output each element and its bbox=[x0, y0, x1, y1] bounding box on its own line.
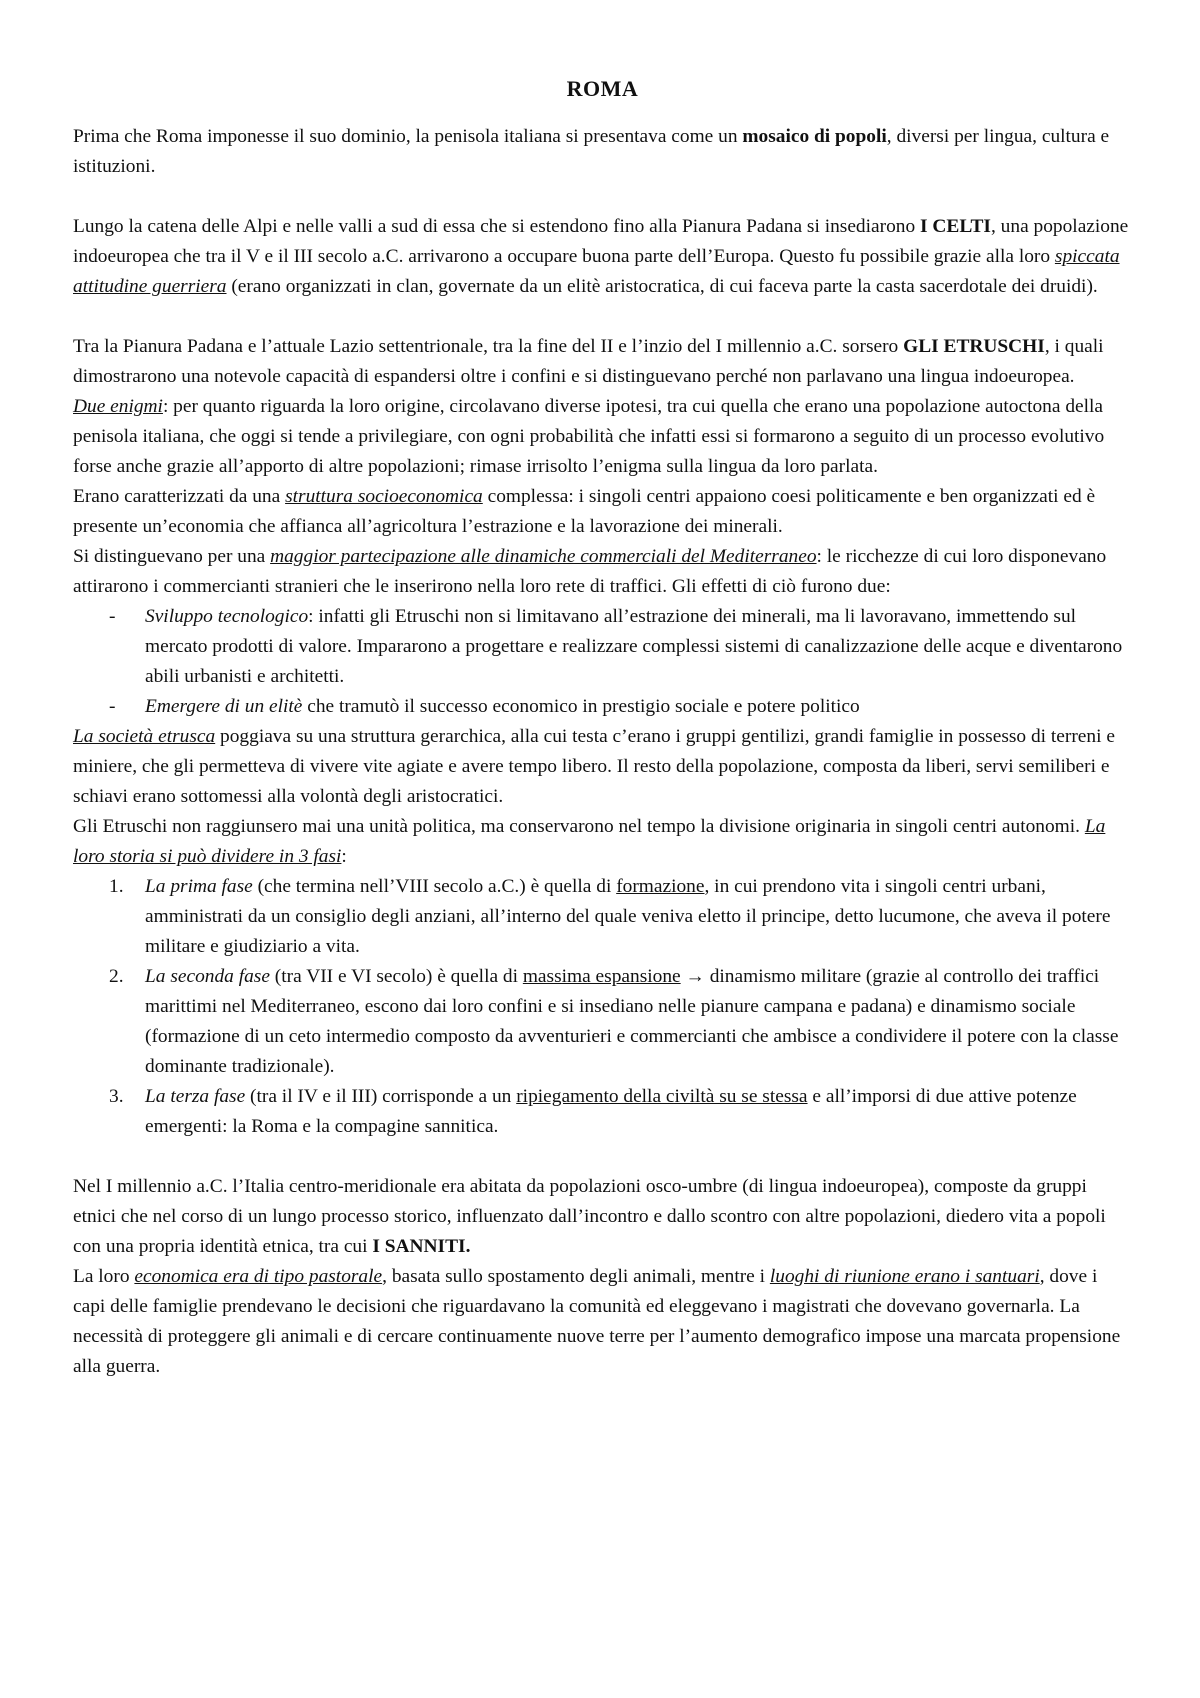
text: Tra la Pianura Padana e l’attuale Lazio settentrionale, tra la fine del II e l’inzio del I millennio a.C. sorsero bbox=[73, 336, 904, 357]
list-marker: - bbox=[109, 606, 116, 627]
text: Erano caratterizzati da una bbox=[73, 486, 286, 507]
page-title: ROMA bbox=[566, 76, 639, 101]
phases-list bbox=[73, 872, 1132, 1142]
list-item bbox=[73, 692, 1132, 722]
text: La loro bbox=[73, 1266, 135, 1287]
intro-paragraph bbox=[73, 122, 1132, 182]
emphasis: La loro storia si può dividere in 3 fasi bbox=[73, 816, 1106, 867]
text: complessa: i singoli centri appaiono coesi politicamente e ben organizzati ed è presente un’economia che affianca all’agricoltura l’estrazione e la lavorazione dei minerali. bbox=[73, 486, 1096, 537]
text: , una popolazione indoeuropea che tra il V e il III secolo a.C. arrivarono a occupare buona parte dell’Europa. Questo fu possibile grazie alla loro bbox=[73, 216, 1129, 267]
list-marker: 1. bbox=[109, 876, 124, 897]
emphasis: maggior partecipazione alle dinamiche commerciali del Mediterraneo bbox=[270, 546, 817, 567]
text: (tra il IV e il III) corrisponde a un bbox=[245, 1086, 517, 1107]
text: , dove i capi delle famiglie prendevano le decisioni che riguardavano la comunità ed eleggevano i magistrati che dovevano governarla. La necessità di proteggere gli animali e di cercare continuamente nuove terre per l’aumento demografico impose una marcata propensione alla guerra. bbox=[73, 1266, 1121, 1377]
celti-paragraph bbox=[73, 212, 1132, 302]
list-item bbox=[73, 1082, 1132, 1142]
societa-paragraph bbox=[73, 722, 1132, 812]
text: (erano organizzati in clan, governate da un elitè aristocratica, di cui faceva parte la casta sacerdotale dei druidi). bbox=[226, 276, 1098, 297]
emphasis: La terza fase bbox=[145, 1086, 246, 1107]
text: che tramutò il successo economico in prestigio sociale e potere politico bbox=[302, 696, 860, 717]
list-marker: - bbox=[109, 696, 116, 717]
text: : le ricchezze di cui loro disponevano attirarono i commercianti stranieri che le inserirono nella loro rete di traffici. Gli effetti di ciò furono due: bbox=[73, 546, 1107, 597]
text: Nel I millennio a.C. l’Italia centro-meridionale era abitata da popolazioni osco-umbre (di lingua indoeuropea), composte da gruppi etnici che nel corso di un lungo processo storico, influenzato dall’incontro e dallo scontro con altre popolazioni, diedero vita a popoli con una propria identità etnica, tra cui bbox=[73, 1176, 1106, 1257]
emphasis: luoghi di riunione erano i santuari bbox=[769, 1266, 1040, 1287]
list-item bbox=[73, 602, 1132, 692]
enigmi-paragraph bbox=[73, 392, 1132, 482]
text: (tra VII e VI secolo) è quella di bbox=[269, 966, 523, 987]
text: poggiava su una struttura gerarchica, alla cui testa c’erano i gruppi gentilizi, grandi famiglie in possesso di terreni e miniere, che gli permetteva di vivere vite agiate e avere tempo libero. Il resto della popolazione, composta da liberi, servi semiliberi e schiavi erano sottomessi alla volontà degli aristocratici. bbox=[73, 726, 1115, 807]
text: : infatti gli Etruschi non si limitavano all’estrazione dei minerali, ma li lavoravano, immettendo sul mercato prodotti di valore. Impararono a progettare e realizzare complessi sistemi di canalizzazione delle acque e diventarono abili urbanisti e architetti. bbox=[145, 606, 1123, 687]
text: , i quali dimostrarono una notevole capacità di espandersi oltre i confini e si distinguevano perché non parlavano una lingua indoeuropea. bbox=[73, 336, 1104, 387]
text: Lungo la catena delle Alpi e nelle valli a sud di essa che si estendono fino alla Pianura Padana si insediarono bbox=[73, 216, 921, 237]
bold-term: I CELTI bbox=[920, 216, 991, 237]
text: , in cui prendono vita i singoli centri urbani, amministrati da un consiglio degli anziani, all’interno del quale veniva eletto il principe, detto lucumone, che aveva il potere militare e giudiziario a vita. bbox=[145, 876, 1111, 957]
underlined-term: ripiegamento della civiltà su se stessa bbox=[516, 1086, 808, 1107]
bold-term: mosaico di popoli bbox=[742, 126, 887, 147]
text: Gli Etruschi non raggiunsero mai una unità politica, ma conservarono nel tempo la divisione originaria in singoli centri autonomi. bbox=[73, 816, 1085, 837]
text: → dinamismo militare (grazie al controllo dei traffici marittimi nel Mediterraneo, escono dai loro confini e si insediano nelle pianure campana e padana) e dinamismo sociale (formazione di un ceto intermedio composto da avventurieri e commercianti che ambisce a condividere il potere con la classe dominante tradizionale). bbox=[145, 966, 1119, 1077]
text: : bbox=[341, 846, 347, 867]
spacer bbox=[73, 302, 1132, 332]
commercio-paragraph bbox=[73, 542, 1132, 602]
text: , basata sullo spostamento degli animali, mentre i bbox=[382, 1266, 770, 1287]
bold-term: GLI ETRUSCHI bbox=[903, 336, 1045, 357]
text: Si distinguevano per una bbox=[73, 546, 271, 567]
struttura-paragraph bbox=[73, 482, 1132, 542]
bold-term: I SANNITI. bbox=[372, 1236, 471, 1257]
emphasis: spiccata attitudine guerriera bbox=[73, 246, 1120, 297]
text: (che termina nell’VIII secolo a.C.) è quella di bbox=[252, 876, 617, 897]
underlined-term: formazione bbox=[616, 876, 705, 897]
effects-list bbox=[73, 602, 1132, 722]
text: e all’imporsi di due attive potenze emergenti: la Roma e la compagine sannitica. bbox=[145, 1086, 1077, 1137]
emphasis: La società etrusca bbox=[73, 726, 216, 747]
emphasis: Due enigmi bbox=[73, 396, 163, 417]
text: Prima che Roma imponesse il suo dominio, la penisola italiana si presentava come un bbox=[73, 126, 743, 147]
emphasis: struttura socioeconomica bbox=[285, 486, 483, 507]
emphasis: economica era di tipo pastorale bbox=[134, 1266, 383, 1287]
emphasis: Emergere di un elitè bbox=[145, 696, 303, 717]
list-marker: 2. bbox=[109, 966, 124, 987]
emphasis: La seconda fase bbox=[145, 966, 270, 987]
text: : per quanto riguarda la loro origine, circolavano diverse ipotesi, tra cui quella che erano una popolazione autoctona della penisola italiana, che oggi si tende a privilegiare, con ogni probabilità che infatti essi si formarono a seguito di un processo evolutivo forse anche grazie all’apporto di altre popolazioni; rimase irrisolto l’enigma sulla lingua da loro parlata. bbox=[73, 396, 1105, 477]
spacer bbox=[73, 182, 1132, 212]
storia-paragraph bbox=[73, 812, 1132, 872]
list-marker: 3. bbox=[109, 1086, 124, 1107]
spacer bbox=[73, 1142, 1132, 1172]
emphasis: La prima fase bbox=[145, 876, 253, 897]
list-item bbox=[73, 962, 1132, 1082]
sanniti-paragraph bbox=[73, 1172, 1132, 1262]
etruschi-paragraph bbox=[73, 332, 1132, 392]
underlined-term: massima espansione bbox=[522, 966, 681, 987]
emphasis: Sviluppo tecnologico bbox=[145, 606, 309, 627]
economia-paragraph bbox=[73, 1262, 1132, 1382]
text: , diversi per lingua, cultura e istituzioni. bbox=[73, 126, 1110, 177]
list-item bbox=[73, 872, 1132, 962]
